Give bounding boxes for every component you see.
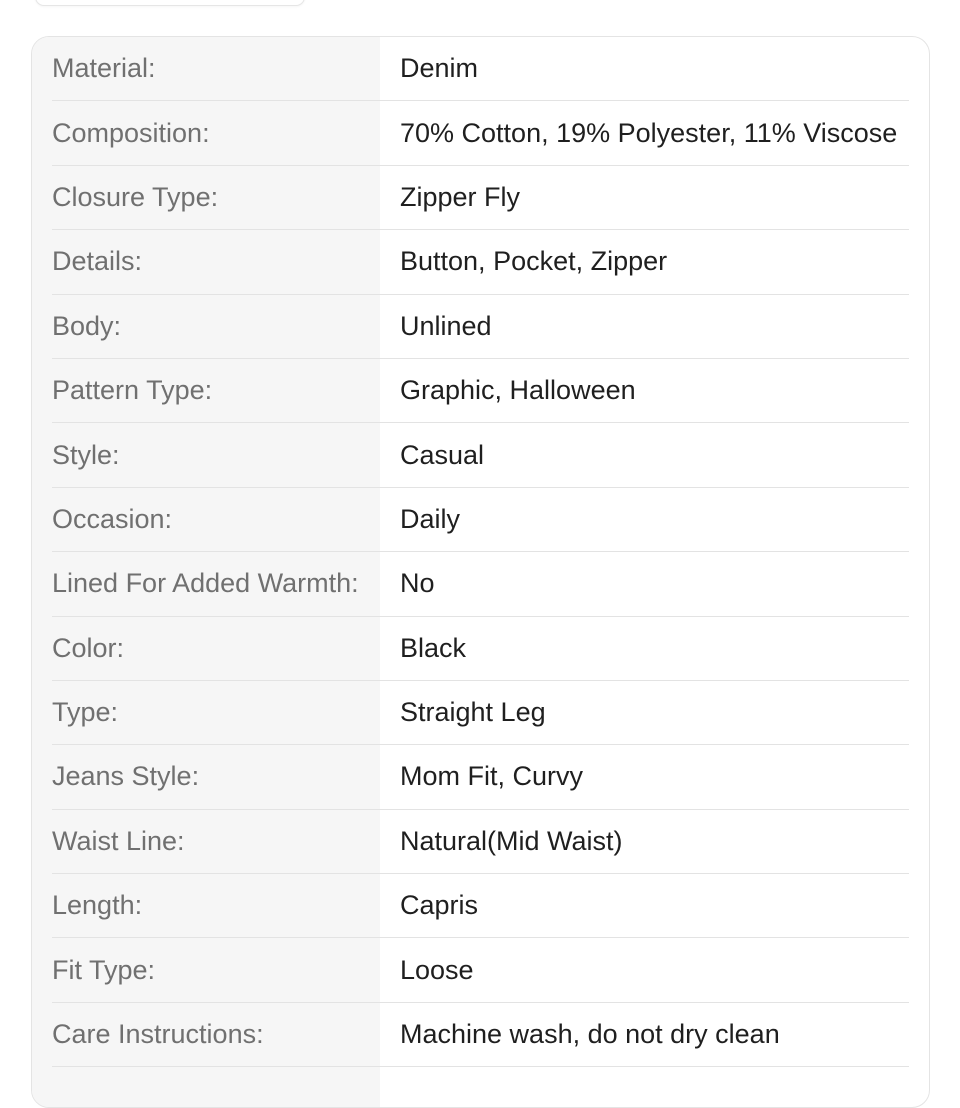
spec-row-body xyxy=(52,295,909,359)
spec-row-waist-line xyxy=(52,810,909,874)
collapsed-section-tab[interactable] xyxy=(35,0,305,6)
spec-label: Length: xyxy=(52,890,143,921)
spec-label: Closure Type: xyxy=(52,181,219,212)
spec-label: Style: xyxy=(52,439,120,470)
spec-label: Pattern Type: xyxy=(52,375,213,406)
spec-label: Type: xyxy=(52,697,119,728)
spec-value: 70% Cotton, 19% Polyester, 11% Viscose xyxy=(400,117,898,148)
spec-value: Capris xyxy=(400,890,479,921)
spec-value: Mom Fit, Curvy xyxy=(400,761,584,792)
spec-row-care-instructions xyxy=(52,1003,909,1067)
spec-label: Color: xyxy=(52,632,125,663)
spec-row-color xyxy=(52,617,909,681)
spec-value: Casual xyxy=(400,439,485,470)
spec-row-jeans-style xyxy=(52,745,909,809)
spec-row-details xyxy=(52,230,909,294)
spec-row-lined-for-added-warmth xyxy=(52,552,909,616)
spec-value: Denim xyxy=(400,53,479,84)
spec-value: Black xyxy=(400,632,467,663)
spec-row-pattern-type xyxy=(52,359,909,423)
product-specifications-card xyxy=(31,36,930,1108)
spec-row-material xyxy=(52,37,909,101)
spec-label: Body: xyxy=(52,310,122,341)
spec-row-style xyxy=(52,423,909,487)
spec-value: Unlined xyxy=(400,310,492,341)
spec-value: Graphic, Halloween xyxy=(400,375,636,406)
spec-label: Occasion: xyxy=(52,503,173,534)
spec-label: Waist Line: xyxy=(52,825,185,856)
spec-value: Button, Pocket, Zipper xyxy=(400,246,668,277)
spec-value: Straight Leg xyxy=(400,697,546,728)
spec-value: Natural(Mid Waist) xyxy=(400,825,623,856)
spec-value: Zipper Fly xyxy=(400,181,521,212)
spec-label: Jeans Style: xyxy=(52,761,200,792)
spec-label: Material: xyxy=(52,53,156,84)
specifications-table xyxy=(52,37,909,1067)
spec-label: Composition: xyxy=(52,117,210,148)
spec-value: No xyxy=(400,568,435,599)
spec-value: Loose xyxy=(400,954,474,985)
spec-label: Details: xyxy=(52,246,143,277)
spec-value: Daily xyxy=(400,503,461,534)
spec-row-type xyxy=(52,681,909,745)
spec-row-occasion xyxy=(52,488,909,552)
spec-row-length xyxy=(52,874,909,938)
spec-label: Lined For Added Warmth: xyxy=(52,568,359,599)
spec-label: Care Instructions: xyxy=(52,1019,264,1050)
spec-row-fit-type xyxy=(52,938,909,1002)
spec-label: Fit Type: xyxy=(52,954,156,985)
spec-row-closure-type xyxy=(52,166,909,230)
spec-value: Machine wash, do not dry clean xyxy=(400,1019,780,1050)
spec-row-composition xyxy=(52,101,909,165)
